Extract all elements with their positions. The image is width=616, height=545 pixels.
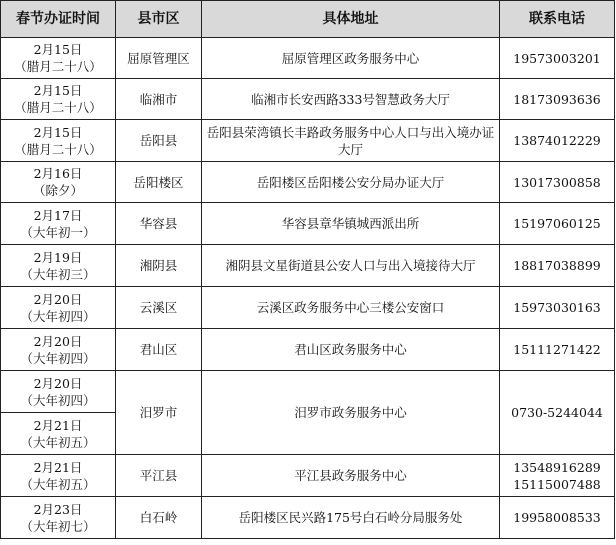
address-cell: 屈原管理区政务服务中心: [202, 38, 500, 79]
phone-cell: [500, 38, 615, 79]
lunar-date-text: （大年初五）: [20, 476, 96, 492]
table-body: [1, 38, 615, 539]
date-cell: [1, 79, 116, 120]
district-cell: 岳阳县: [116, 120, 202, 162]
address-cell: 平江县政务服务中心: [202, 455, 500, 497]
district-cell: 云溪区: [116, 287, 202, 329]
phone-cell: [500, 162, 615, 203]
phone-number: 15197060125: [513, 216, 601, 231]
table-row: [1, 38, 615, 79]
phone-cell: [500, 203, 615, 245]
district-cell: 君山区: [116, 329, 202, 371]
lunar-date-text: （腊月二十八）: [14, 141, 102, 157]
address-cell: 临湘市长安西路333号智慧政务大厅: [202, 79, 500, 120]
phone-number: 18173093636: [513, 91, 601, 107]
table-row: [1, 371, 615, 413]
date-text: 2月21日: [33, 417, 83, 433]
date-text: 2月20日: [33, 333, 83, 349]
district-cell: 华容县: [116, 203, 202, 245]
district-cell: 汨罗市: [116, 371, 202, 455]
header-district: 县市区: [116, 1, 202, 38]
header-address: 具体地址: [202, 1, 500, 38]
lunar-date-text: （腊月二十八）: [14, 59, 102, 74]
address-cell: 云溪区政务服务中心三楼公安窗口: [202, 287, 500, 329]
district-cell: 临湘市: [116, 79, 202, 120]
table-row: [1, 287, 615, 329]
table-row: [1, 120, 615, 162]
phone-number: 15115007488: [513, 476, 601, 492]
date-cell: [1, 162, 116, 203]
date-cell: [1, 413, 116, 455]
header-date: 春节办证时间: [1, 1, 116, 38]
lunar-date-text: （腊月二十八）: [14, 100, 102, 115]
date-text: 2月15日: [33, 124, 83, 140]
phone-number: 15111271422: [513, 342, 601, 357]
header-row: [1, 1, 615, 38]
date-cell: [1, 203, 116, 245]
table-row: [1, 203, 615, 245]
phone-number: 13548916289: [513, 459, 601, 475]
phone-number: 13874012229: [513, 133, 601, 148]
date-cell: [1, 455, 116, 497]
district-cell: 岳阳楼区: [116, 162, 202, 203]
date-text: 2月17日: [33, 207, 83, 223]
lunar-date-text: （大年初四）: [20, 308, 96, 324]
date-text: 2月21日: [33, 459, 83, 475]
address-cell: 岳阳楼区民兴路175号白石岭分局服务处: [202, 497, 500, 539]
table-row: [1, 497, 615, 539]
date-text: 2月15日: [33, 42, 83, 57]
address-cell: 岳阳楼区岳阳楼公安分局办证大厅: [202, 162, 500, 203]
phone-number: 19573003201: [513, 50, 601, 66]
phone-number: 13017300858: [513, 174, 601, 190]
phone-number: 18817038899: [513, 258, 601, 273]
date-cell: [1, 497, 116, 539]
table-header: [1, 1, 615, 38]
address-cell: 汨罗市政务服务中心: [202, 371, 500, 455]
phone-number: 0730-5244044: [511, 405, 603, 420]
date-cell: [1, 120, 116, 162]
address-cell: 君山区政务服务中心: [202, 329, 500, 371]
table-row: [1, 162, 615, 203]
district-cell: 屈原管理区: [116, 38, 202, 79]
phone-cell: [500, 455, 615, 497]
district-cell: 平江县: [116, 455, 202, 497]
date-text: 2月20日: [33, 375, 83, 391]
phone-cell: [500, 79, 615, 120]
table-row: [1, 455, 615, 497]
date-cell: [1, 287, 116, 329]
date-cell: [1, 371, 116, 413]
lunar-date-text: （大年初四）: [20, 392, 96, 408]
lunar-date-text: （大年初七）: [20, 518, 96, 534]
table-row: [1, 79, 615, 120]
phone-cell: [500, 497, 615, 539]
date-cell: [1, 245, 116, 287]
date-text: 2月15日: [33, 83, 83, 98]
lunar-date-text: （大年初四）: [20, 350, 96, 366]
address-cell: 湘阴县文星街道县公安人口与出入境接待大厅: [202, 245, 500, 287]
date-text: 2月23日: [33, 501, 83, 517]
lunar-date-text: （大年初五）: [20, 434, 96, 450]
phone-cell: [500, 245, 615, 287]
phone-cell: [500, 371, 615, 455]
table-row: [1, 329, 615, 371]
phone-cell: [500, 120, 615, 162]
district-cell: 白石岭: [116, 497, 202, 539]
phone-cell: [500, 287, 615, 329]
address-cell: 岳阳县荣湾镇长丰路政务服务中心人口与出入境办证大厅: [202, 120, 500, 162]
table-row: [1, 245, 615, 287]
lunar-date-text: （大年初三）: [20, 266, 96, 282]
date-cell: [1, 38, 116, 79]
header-phone: 联系电话: [500, 1, 615, 38]
district-cell: 湘阴县: [116, 245, 202, 287]
date-cell: [1, 329, 116, 371]
phone-number: 19958008533: [513, 510, 601, 525]
phone-number: 15973030163: [513, 300, 601, 315]
lunar-date-text: （除夕）: [32, 183, 83, 198]
date-text: 2月19日: [33, 249, 83, 265]
date-text: 2月20日: [33, 291, 83, 307]
address-cell: 华容县章华镇城西派出所: [202, 203, 500, 245]
date-text: 2月16日: [33, 166, 83, 181]
phone-cell: [500, 329, 615, 371]
lunar-date-text: （大年初一）: [20, 224, 96, 240]
